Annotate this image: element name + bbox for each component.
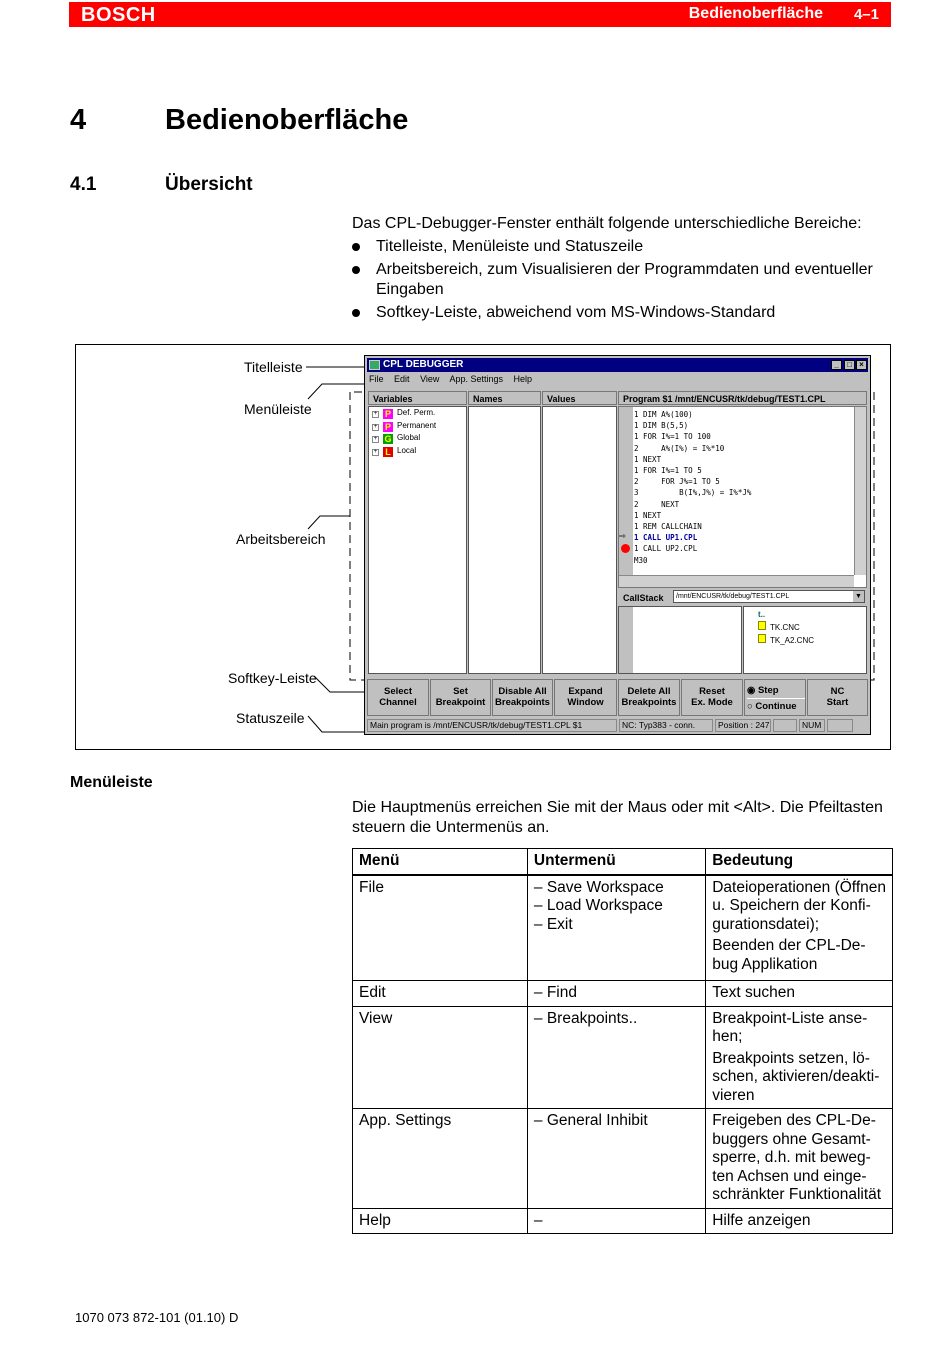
meaning-line: Breakpoint-Liste anse-	[712, 1009, 868, 1027]
menu-cell: File	[353, 875, 528, 981]
softkey-select-channel[interactable]: Select Channel	[367, 679, 429, 716]
nc-start-button[interactable]: NC Start	[807, 679, 868, 716]
variable-group[interactable]	[369, 445, 466, 458]
meaning-cell	[706, 1006, 893, 1109]
menu-cell: App. Settings	[353, 1109, 528, 1209]
meaning-cell	[706, 981, 893, 1007]
program-panel	[618, 406, 867, 588]
menu-view[interactable]: View	[420, 374, 440, 384]
label-menueleiste: Menüleiste	[244, 401, 312, 417]
submenu-item: – General Inhibit	[533, 1112, 648, 1129]
close-icon[interactable]: ×	[856, 360, 867, 370]
variable-type-icon: L	[383, 447, 393, 457]
callstack-label: CallStack	[623, 593, 664, 603]
radio-selected-icon: ◉	[747, 685, 756, 696]
list-item: Titelleiste, Menüleiste und Statuszeile	[352, 237, 897, 257]
column-values: Values	[542, 391, 617, 405]
menu-app-settings[interactable]: App. Settings	[449, 374, 503, 384]
code-line[interactable]: 1 DIM A%(100)	[634, 410, 693, 419]
meaning-line: bug Applikation	[712, 955, 818, 973]
column-variables: Variables	[368, 391, 467, 405]
title-bar	[367, 358, 868, 372]
code-line[interactable]: 2 FOR J%=1 TO 5	[634, 477, 720, 487]
menu-file[interactable]: File	[369, 374, 384, 384]
expand-icon[interactable]: +	[373, 411, 378, 417]
intro-text: Das CPL-Debugger-Fenster enthält folgende unterschiedliche Bereiche:	[352, 215, 862, 232]
label-arbeitsbereich: Arbeitsbereich	[236, 531, 326, 547]
submenu-cell	[527, 1006, 705, 1109]
status-empty	[827, 719, 853, 732]
menubar-text: Die Hauptmenüs erreichen Sie mit der Maus oder mit <Alt>. Die Pfeiltasten steuern die Untermenüs an.	[352, 799, 883, 836]
variable-group[interactable]	[369, 407, 466, 420]
current-line-arrow-icon: ⇨	[619, 529, 626, 543]
code-line[interactable]: 1 CALL UP2.CPL	[634, 544, 698, 554]
chevron-down-icon[interactable]: ▼	[853, 591, 864, 602]
code-line[interactable]: 1 FOR I%=1 TO 5	[634, 466, 702, 476]
submenu-item: – Exit	[533, 915, 573, 933]
code-line[interactable]: M30	[634, 555, 648, 565]
chapter-number: 4	[70, 104, 87, 136]
variable-type-icon: G	[384, 434, 392, 444]
variable-type-icon: P	[384, 409, 391, 419]
vertical-scrollbar[interactable]	[854, 407, 866, 575]
meaning-line: u. Speichern der Konfi-	[712, 897, 871, 914]
callstack-left-panel	[618, 606, 742, 674]
meaning-line: Beenden der CPL-De-	[712, 937, 866, 954]
submenu-cell	[527, 1109, 705, 1209]
variables-panel	[368, 406, 467, 674]
names-panel	[468, 406, 541, 674]
page-number: 4–1	[853, 6, 879, 23]
submenu-cell	[527, 875, 705, 981]
meaning-line: buggers ohne Gesamt-	[712, 1130, 871, 1148]
window-title: CPL DEBUGGER	[383, 359, 464, 370]
variable-group-label: Local	[397, 445, 417, 455]
meaning-line: Freigeben des CPL-De-	[712, 1112, 876, 1129]
variable-group-label: Def. Perm.	[397, 408, 436, 417]
meaning-line: Hilfe anzeigen	[712, 1211, 811, 1229]
softkey-disable-all-breakpoints[interactable]: Disable All Breakpoints	[492, 679, 553, 716]
variable-group[interactable]	[369, 432, 466, 445]
callstack-value: /mnt/ENCUSR/tk/debug/TEST1.CPL	[676, 593, 790, 600]
app-icon	[369, 360, 380, 370]
menu-edit[interactable]: Edit	[394, 374, 410, 384]
code-line[interactable]: 3 B(I%,J%) = I%*J%	[634, 488, 752, 498]
footer-doc-number: 1070 073 872-101 (01.10) D	[75, 1310, 239, 1325]
horizontal-scrollbar[interactable]	[619, 575, 854, 587]
meaning-line: schränkter Funktionalität	[712, 1186, 882, 1203]
meaning-line: vieren	[712, 1086, 755, 1104]
header-section: Bedienoberfläche	[688, 5, 823, 22]
radio-icon: ○	[747, 701, 753, 712]
header-submenu: Untermenü	[527, 849, 705, 875]
column-program: Program $1 /mnt/ENCUSR/tk/debug/TEST1.CPL	[618, 391, 867, 405]
label-statuszeile: Statuszeile	[236, 710, 305, 726]
cpl-debugger-window	[364, 355, 871, 735]
meaning-cell	[706, 1109, 893, 1209]
menu-cell: Edit	[353, 981, 528, 1007]
variable-group[interactable]	[369, 420, 466, 433]
meaning-line: hen;	[712, 1028, 743, 1045]
menu-help[interactable]: Help	[513, 374, 533, 384]
softkey-expand-window[interactable]: Expand Window	[554, 679, 617, 716]
status-main-program: Main program is /mnt/ENCUSR/tk/debug/TEST1.CPL $1	[367, 719, 617, 732]
expand-icon[interactable]: +	[373, 423, 378, 430]
radio-step[interactable]: ◉ Step	[747, 685, 779, 696]
folder-up-icon[interactable]: t..	[758, 610, 766, 619]
table-row	[353, 1208, 893, 1234]
submenu-item: – Save Workspace	[533, 878, 664, 896]
list-item[interactable]: TK.CNC	[758, 621, 866, 634]
status-empty	[773, 719, 797, 732]
program-code	[619, 409, 752, 566]
menu-bar	[369, 374, 540, 384]
meaning-cell	[706, 1208, 893, 1234]
code-line[interactable]: 1 CALL UP1.CPL	[634, 533, 698, 543]
code-line[interactable]: 1 REM CALLCHAIN	[634, 522, 702, 532]
submenu-cell	[527, 981, 705, 1007]
meaning-line: Breakpoints setzen, lö-	[712, 1049, 870, 1067]
minimize-icon[interactable]: _	[831, 360, 842, 370]
code-line[interactable]: 2 NEXT	[634, 499, 680, 509]
submenu-item: – Load Workspace	[533, 897, 663, 914]
code-line[interactable]: 1 FOR I%=1 TO 100	[634, 432, 711, 442]
meaning-line: ten Achsen und einge-	[712, 1167, 867, 1185]
label-softkey-leiste: Softkey-Leiste	[228, 670, 317, 686]
meaning-cell	[706, 875, 893, 981]
table-row	[353, 1109, 893, 1209]
header-meaning: Bedeutung	[706, 849, 893, 875]
section-title: Übersicht	[165, 174, 253, 195]
menu-cell: Help	[353, 1208, 528, 1234]
maximize-icon[interactable]: □	[844, 360, 855, 370]
values-panel	[542, 406, 617, 674]
table-row	[353, 875, 893, 981]
callstack-files-panel	[743, 606, 867, 674]
list-item[interactable]: TK_A2.CNC	[758, 634, 866, 647]
callstack-dropdown[interactable]	[673, 590, 865, 603]
meaning-line: sperre, d.h. mit beweg-	[712, 1149, 871, 1166]
code-line[interactable]: 1 DIM B(5,5)	[634, 421, 689, 431]
submenu-cell	[527, 1208, 705, 1234]
code-line[interactable]: 1 NEXT	[634, 510, 662, 520]
list-item: Softkey-Leiste, abweichend vom MS-Windows-Standard	[352, 303, 897, 323]
menubar-heading: Menüleiste	[70, 774, 153, 791]
meaning-line: gurationsdatei);	[712, 915, 820, 933]
brand-logo: BOSCH	[81, 4, 156, 26]
file-icon	[758, 621, 766, 630]
variable-group-label: Global	[397, 433, 421, 442]
status-num: NUM	[799, 719, 825, 732]
radio-continue[interactable]: ○ Continue	[747, 698, 805, 714]
chapter-title: Bedienoberfläche	[165, 104, 409, 136]
section-number: 4.1	[70, 174, 97, 195]
column-names: Names	[468, 391, 541, 405]
list-item: Arbeitsbereich, zum Visualisieren der Programmdaten und eventueller Eingaben	[352, 260, 897, 300]
table-row	[353, 1006, 893, 1109]
submenu-item: – Find	[533, 984, 577, 1001]
softkey-reset-ex-mode[interactable]: Reset Ex. Mode	[681, 679, 743, 716]
softkey-delete-all-breakpoints[interactable]: Delete All Breakpoints	[618, 679, 680, 716]
expand-icon[interactable]: +	[373, 436, 378, 442]
submenu-item: –	[533, 1211, 543, 1229]
menu-table	[352, 848, 893, 1234]
meaning-line: Text suchen	[712, 984, 795, 1001]
softkey-set-breakpoint[interactable]: Set Breakpoint	[430, 679, 491, 716]
mode-group	[744, 679, 806, 716]
meaning-line: Dateioperationen (Öffnen	[712, 878, 886, 896]
code-line[interactable]: 2 A%(I%) = I%*10	[634, 443, 725, 453]
meaning-line: schen, aktivieren/deakti-	[712, 1068, 880, 1085]
variable-type-icon: P	[384, 421, 391, 432]
header-menu: Menü	[353, 849, 528, 875]
menu-cell: View	[353, 1006, 528, 1109]
expand-icon[interactable]: +	[373, 448, 378, 455]
code-line[interactable]: 1 NEXT	[634, 454, 662, 464]
submenu-item: – Breakpoints..	[533, 1009, 638, 1027]
variable-group-label: Permanent	[397, 420, 437, 430]
status-position: Position : 247	[715, 719, 771, 732]
label-titelleiste: Titelleiste	[244, 359, 303, 375]
table-row	[353, 981, 893, 1007]
file-icon	[758, 634, 766, 643]
status-nc: NC: Typ383 - conn.	[619, 719, 713, 732]
